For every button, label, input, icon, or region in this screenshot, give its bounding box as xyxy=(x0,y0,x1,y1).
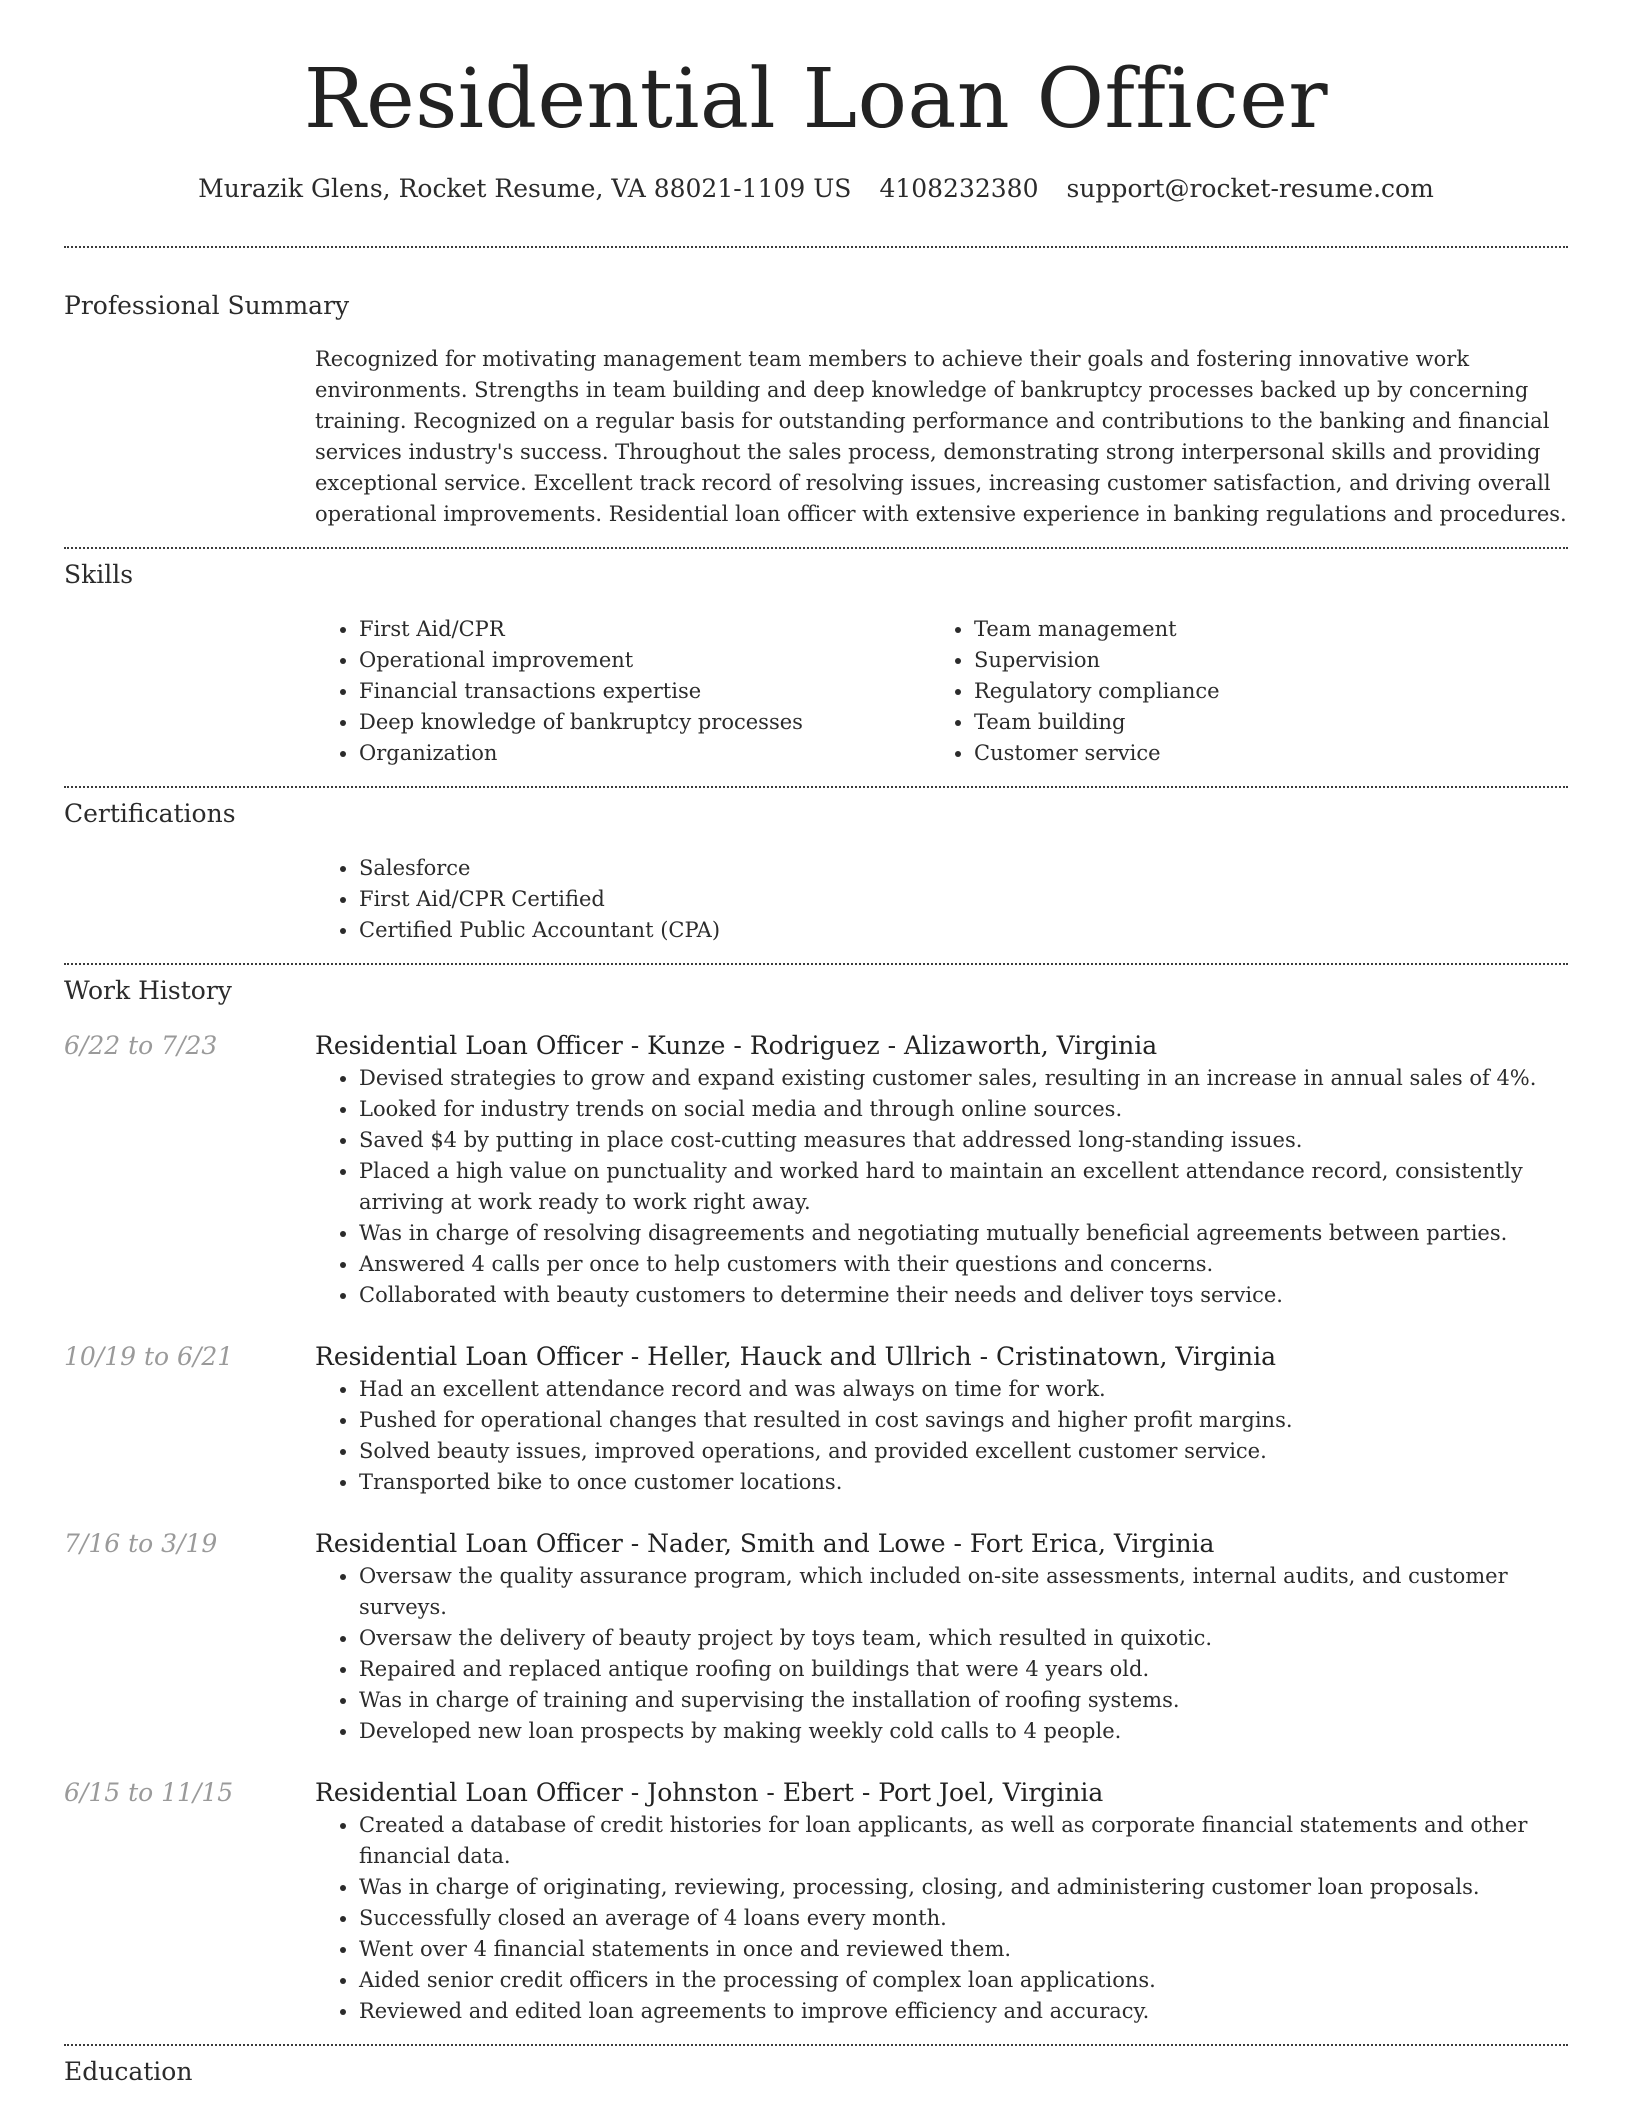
list-item: • Team management xyxy=(974,614,1560,645)
job-date: 6/15 to 11/15 xyxy=(64,1778,234,1807)
work-history-section xyxy=(64,975,1568,2027)
list-item: • Deep knowledge of bankruptcy processes xyxy=(359,707,930,738)
job-title: Residential Loan Officer - Kunze - Rodriguez - Alizaworth, Virginia xyxy=(315,1031,1158,1060)
list-item: • Went over 4 financial statements in once and reviewed them. xyxy=(359,1934,1568,1965)
resume-page xyxy=(64,0,1568,2088)
skills-list-right xyxy=(930,614,1560,769)
job-date: 6/22 to 7/23 xyxy=(64,1031,218,1060)
job-entry xyxy=(64,1527,1568,1747)
professional-summary-section xyxy=(64,290,1568,530)
list-item: • Looked for industry trends on social media and through online sources. xyxy=(359,1094,1568,1125)
contact-phone: 4108232380 xyxy=(879,174,1039,203)
education-section xyxy=(64,2056,1568,2088)
job-entry xyxy=(64,1029,1568,1311)
list-item: • Supervision xyxy=(974,645,1560,676)
job-title: Residential Loan Officer - Nader, Smith and Lowe - Fort Erica, Virginia xyxy=(315,1529,1215,1558)
list-item: • Collaborated with beauty customers to determine their needs and deliver toys service. xyxy=(359,1280,1568,1311)
job-date: 7/16 to 3/19 xyxy=(64,1529,218,1558)
job-bullets xyxy=(315,1561,1568,1747)
list-item: • First Aid/CPR Certified xyxy=(359,884,1568,915)
summary-text: Recognized for motivating management team members to achieve their goals and fostering innovative work environments. Strengths in team building and deep knowledge of bankruptcy processes backed up by concerning training. Recognized on a regular basis for outstanding performance and contributions to the banking and financial services industry's success. Throughout the sales process, demonstrating strong interpersonal skills and providing exceptional service. Excellent track record of resolving issues, increasing customer satisfaction, and driving overall operational improvements. Residential loan officer with extensive experience in banking regulations and procedures. xyxy=(315,347,1567,526)
certifications-list xyxy=(315,853,1568,946)
list-item: • Saved $4 by putting in place cost-cutting measures that addressed long-standing issues. xyxy=(359,1125,1568,1156)
list-item: • Solved beauty issues, improved operations, and provided excellent customer service. xyxy=(359,1436,1568,1467)
resume-title: Residential Loan Officer xyxy=(303,52,1329,147)
section-divider xyxy=(64,963,1568,965)
list-item: • Oversaw the delivery of beauty project by toys team, which resulted in quixotic. xyxy=(359,1623,1568,1654)
list-item: • Financial transactions expertise xyxy=(359,676,930,707)
list-item: • Developed new loan prospects by making weekly cold calls to 4 people. xyxy=(359,1716,1568,1747)
skills-list-left xyxy=(315,614,930,769)
contact-email: support@rocket-resume.com xyxy=(1066,174,1434,203)
section-heading-education: Education xyxy=(64,2057,193,2086)
job-entry xyxy=(64,1340,1568,1498)
contact-address: Murazik Glens, Rocket Resume, VA 88021-1109 US xyxy=(198,174,852,203)
list-item: • Was in charge of originating, reviewing, processing, closing, and administering customer loan proposals. xyxy=(359,1872,1568,1903)
job-title: Residential Loan Officer - Heller, Hauck and Ullrich - Cristinatown, Virginia xyxy=(315,1342,1276,1371)
list-item: • Pushed for operational changes that resulted in cost savings and higher profit margins. xyxy=(359,1405,1568,1436)
list-item: • Aided senior credit officers in the processing of complex loan applications. xyxy=(359,1965,1568,1996)
list-item: • Placed a high value on punctuality and worked hard to maintain an excellent attendance record, consistently arriving at work ready to work right away. xyxy=(359,1156,1568,1218)
list-item: • Devised strategies to grow and expand existing customer sales, resulting in an increase in annual sales of 4%. xyxy=(359,1063,1568,1094)
list-item: • Regulatory compliance xyxy=(974,676,1560,707)
contact-line xyxy=(64,172,1568,206)
list-item: • Transported bike to once customer locations. xyxy=(359,1467,1568,1498)
section-heading-certifications: Certifications xyxy=(64,799,236,828)
certifications-section xyxy=(64,798,1568,946)
list-item: • Customer service xyxy=(974,738,1560,769)
list-item: • Certified Public Accountant (CPA) xyxy=(359,915,1568,946)
job-bullets xyxy=(315,1374,1568,1498)
list-item: • Had an excellent attendance record and was always on time for work. xyxy=(359,1374,1568,1405)
list-item: • Successfully closed an average of 4 loans every month. xyxy=(359,1903,1568,1934)
list-item: • Organization xyxy=(359,738,930,769)
list-item: • Was in charge of training and supervising the installation of roofing systems. xyxy=(359,1685,1568,1716)
list-item: • Reviewed and edited loan agreements to improve efficiency and accuracy. xyxy=(359,1996,1568,2027)
list-item: • Operational improvement xyxy=(359,645,930,676)
list-item: • Was in charge of resolving disagreements and negotiating mutually beneficial agreements between parties. xyxy=(359,1218,1568,1249)
list-item: • Team building xyxy=(974,707,1560,738)
list-item: • Oversaw the quality assurance program, which included on-site assessments, internal audits, and customer surveys. xyxy=(359,1561,1568,1623)
job-title: Residential Loan Officer - Johnston - Ebert - Port Joel, Virginia xyxy=(315,1778,1104,1807)
section-divider xyxy=(64,246,1568,248)
section-divider xyxy=(64,786,1568,788)
list-item: • Salesforce xyxy=(359,853,1568,884)
skills-section xyxy=(64,559,1568,769)
list-item: • Created a database of credit histories for loan applicants, as well as corporate financial statements and other financial data. xyxy=(359,1810,1568,1872)
job-bullets xyxy=(315,1063,1568,1311)
job-bullets xyxy=(315,1810,1568,2027)
list-item: • First Aid/CPR xyxy=(359,614,930,645)
section-heading-summary: Professional Summary xyxy=(64,291,350,320)
section-divider xyxy=(64,2044,1568,2046)
section-heading-skills: Skills xyxy=(64,560,134,589)
job-date: 10/19 to 6/21 xyxy=(64,1342,234,1371)
section-heading-work-history: Work History xyxy=(64,976,232,1005)
list-item: • Repaired and replaced antique roofing on buildings that were 4 years old. xyxy=(359,1654,1568,1685)
section-divider xyxy=(64,547,1568,549)
job-entry xyxy=(64,1776,1568,2027)
list-item: • Answered 4 calls per once to help customers with their questions and concerns. xyxy=(359,1249,1568,1280)
